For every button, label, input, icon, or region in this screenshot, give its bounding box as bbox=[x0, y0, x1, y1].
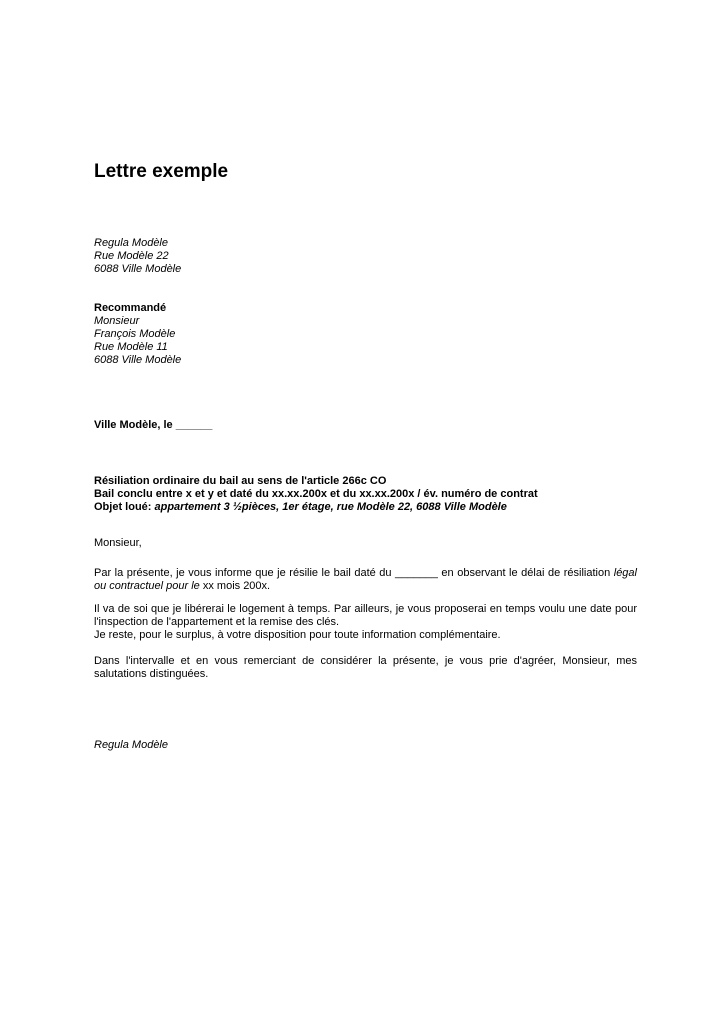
sender-city: 6088 Ville Modèle bbox=[94, 263, 182, 275]
delivery-mode-label: Recommandé bbox=[94, 302, 167, 314]
p2-sentence-handover: Il va de soi que je libérerai le logement à temps. Par ailleurs, je vous proposerai en temps voulu une date pour l'inspection de l'appartement et la remise des clés. bbox=[94, 603, 637, 628]
paragraph-handover bbox=[94, 603, 637, 642]
place-and-date-line: Ville Modèle, le ______ bbox=[94, 419, 213, 431]
recipient-city: 6088 Ville Modèle bbox=[94, 354, 182, 366]
subject-line-rented-object bbox=[94, 501, 637, 514]
paragraph-closing: Dans l'intervalle et en vous remerciant de considérer la présente, je vous prie d'agréer, Monsieur, mes salutations distinguées. bbox=[94, 655, 637, 680]
p1-text-after: xx mois 200x. bbox=[199, 580, 271, 592]
signature-name: Regula Modèle bbox=[94, 739, 168, 751]
recipient-salutation: Monsieur bbox=[94, 315, 140, 327]
recipient-name: François Modèle bbox=[94, 328, 176, 340]
recipient-address-block bbox=[94, 302, 637, 367]
p1-text-italic: légal ou contractuel pour le bbox=[94, 567, 637, 592]
paragraph-termination-notice bbox=[94, 567, 637, 593]
body-salutation: Monsieur, bbox=[94, 537, 142, 549]
p2-sentence-availability: Je reste, pour le surplus, à votre disposition pour toute information complémentaire. bbox=[94, 629, 501, 641]
sender-street: Rue Modèle 22 bbox=[94, 250, 169, 262]
subject-block bbox=[94, 475, 637, 514]
p1-text-before: Par la présente, je vous informe que je résilie le bail daté du _______ en observant le délai de résiliation bbox=[94, 567, 614, 579]
rented-object-label: Objet loué: bbox=[94, 501, 155, 513]
subject-line-termination: Résiliation ordinaire du bail au sens de l'article 266c CO bbox=[94, 475, 387, 487]
rented-object-value: appartement 3 ½pièces, 1er étage, rue Modèle 22, 6088 Ville Modèle bbox=[154, 501, 507, 513]
page-title: Lettre exemple bbox=[94, 161, 229, 182]
recipient-street: Rue Modèle 11 bbox=[94, 341, 168, 353]
sender-name: Regula Modèle bbox=[94, 237, 168, 249]
sender-address-block bbox=[94, 237, 637, 276]
subject-line-contract: Bail conclu entre x et y et daté du xx.xx.200x et du xx.xx.200x / év. numéro de contrat bbox=[94, 488, 538, 500]
